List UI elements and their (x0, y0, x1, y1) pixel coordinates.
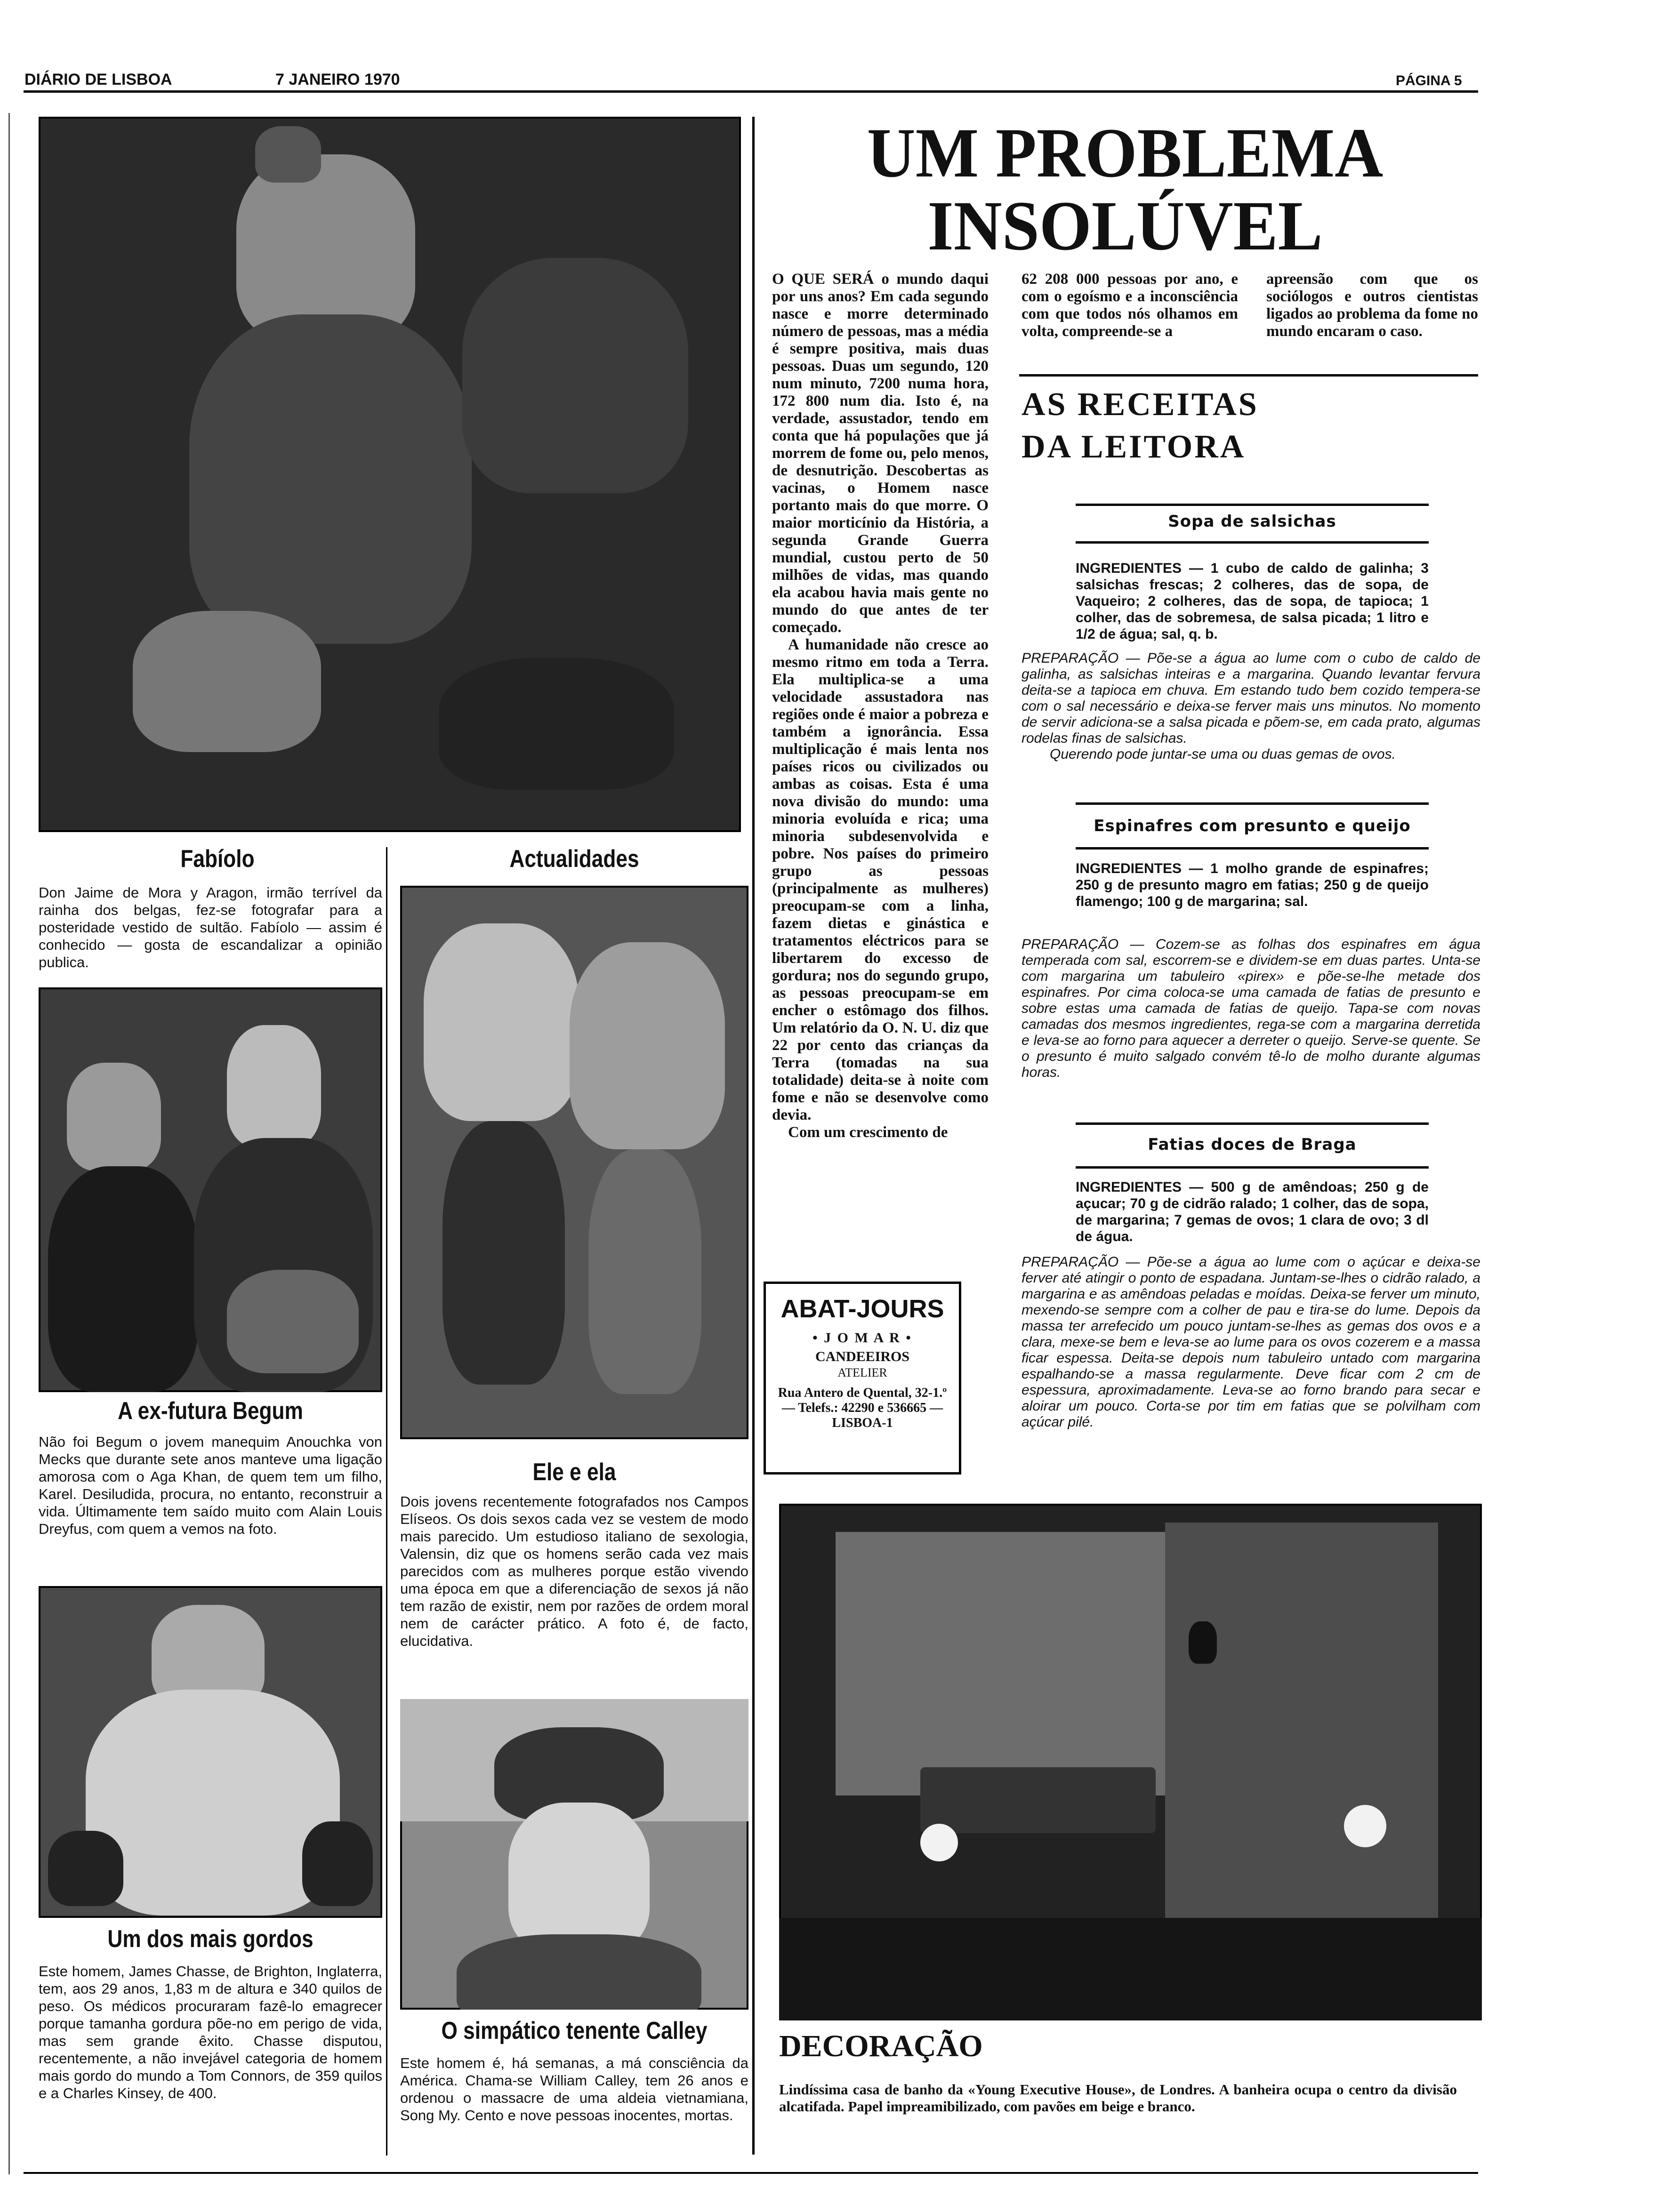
decoracao-photo (779, 1504, 1482, 2020)
gordos-text: Este homem, James Chasse, de Brighton, Inglaterra, tem, aos 29 anos, 1,83 m de altura e 340 quilos de peso. Os médicos procuraram fazê-lo emagrecer porque tamanha gordura põe-no em perigo de vida, mas sem grande êxito. Chasse disputou, recentemente, a não invejável categoria de homem mais gordo do mundo a Tom Connors, de 359 quilos e a Charles Kinsey, de 400. (39, 1963, 382, 2101)
calley-photo (400, 1699, 748, 2010)
ad-maker: • J O M A R • (812, 1330, 912, 1346)
recipe1-ingredients: INGREDIENTES — 1 cubo de caldo de galinha; 3 salsichas frescas; 2 colheres, das de sopa, de Vaqueiro; 2 colheres, das de sopa, de tapioca; 1 colher, das de sobremesa, de salsa picada; 1 litro e 1/2 de água; sal, q. b. (1076, 561, 1429, 642)
recipe1-preparation (1022, 650, 1480, 762)
ad-product: CANDEEIROS (815, 1349, 910, 1364)
recipe3-rule-bottom (1076, 1166, 1429, 1169)
calley-title: O simpático tenente Calley (441, 2017, 708, 2044)
problema-par1: O QUE SERÁ o mundo daqui por uns anos? Em cada segundo nasce e morre determinado número de pessoas, mas a média é sempre positiva, mais duas pessoas. Duas um segundo, 120 num minuto, 7200 numa hora, 172 800 num dia. Isto é, na verdade, assustador, tendo em conta que há populações que já morrem de fome ou, pelo menos, de desnutrição. Descobertas as vacinas, o Homem nasce portanto mais do que morre. O maior morticínio da História, a segunda Grande Guerra mundial, custou perto de 50 milhões de vidas, mas quando ela acabou havia mais gente no mundo do que antes de ter começado. (772, 271, 989, 636)
header-rule (24, 90, 1478, 93)
recipe2-preparation: PREPARAÇÃO — Cozem-se as folhas dos espinafres em água temperada com sal, escorrem-se e dividem-se em duas partes. Unta-se com margarina um tabuleiro «pirex» e põe-se-lhe metade dos espinafres. Por cima coloca-se uma camada de fatias de presunto e sobre estas uma camada de fatias de queijo. Tapa-se com novas camadas dos mesmos ingredientes, rega-se com a margarina derretida e leva-se ao forno para aquecer a derreter o queijo. Serve-se quente. Se o presunto é muito salgado convém tê-lo de molho durante algumas horas. (1022, 937, 1480, 1080)
problema-par3: Com um crescimento de (788, 1124, 948, 1141)
fabiolo-text: Don Jaime de Mora y Aragon, irmão terrível da rainha dos belgas, fez-se fotografar para a posteridade vestido de sultão. Fabíolo — assim é conhecido — gosta de escandalizar a opinião publica. (39, 884, 382, 970)
fabiolo-photo (39, 117, 741, 832)
ele-ela-text: Dois jovens recentemente fotografados nos Campos Elíseos. Os dois sexos cada vez se vestem de modo mais parecido. Um estudioso italiano de sexologia, Valensin, diz que os homens serão cada vez mais parecidos com as mulheres porque estão vivendo uma época em que a diferenciação de sexos já não tem razão de existir, nem por razões de ordem moral nem de carácter prático. A foto é, de facto, elucidativa. (400, 1493, 748, 1649)
ad-brand: ABAT-JOURS (780, 1295, 944, 1323)
column-divider-left (386, 847, 387, 2156)
ad-abat-jours (764, 1282, 961, 1475)
begum-text: Não foi Begum o jovem manequim Anouchka von Mecks que durante sete anos manteve uma ligação amorosa com o Aga Khan, de quem tem um filho, Karel. Desiludida, procura, no entanto, reconstruir a vida. Últimamente tem saído muito com Alain Louis Dreyfus, com quem a vemos na foto. (39, 1434, 382, 1537)
masthead-name: DIÁRIO DE LISBOA (24, 71, 172, 88)
decoracao-title: DECORAÇÃO (779, 2029, 983, 2063)
receitas-headline-1: AS RECEITAS (1022, 386, 1259, 423)
problema-headline-2: INSOLÚVEL (927, 187, 1323, 265)
recipe2-rule-bottom (1076, 847, 1429, 850)
begum-photo (39, 987, 382, 1392)
problema-par2: A humanidade não cresce ao mesmo ritmo em toda a Terra. Ela multiplica-se a uma velocidade assustadora nas regiões onde é maior a pobreza e também a ignorância. Essa multiplicação é mais lenta nos países ricos ou civilizados ou ambas as coisas. Esta é uma nova divisão do mundo: uma minoria evoluída e rica; uma minoria subdesenvolvida e pobre. Nos países do primeiro grupo as pessoas (principalmente as mulheres) preocupam-se com a linha, fazem dietas e ginástica e tratamentos eléctricos para se libertarem do excesso de gordura; nos do segundo grupo, as pessoas preocupam-se em encher o estômago dos filhos. Um relatório da O. N. U. diz que 22 por cento das crianças da Terra (tomadas na sua totalidade) deita-se à noite com fome e não se desenvolve como devia. (772, 636, 989, 1123)
recipe3-title: Fatias doces de Braga (1148, 1135, 1357, 1154)
fabiolo-title: Fabíolo (180, 845, 255, 873)
decoracao-text: Lindíssima casa de banho da «Young Executive House», de Londres. A banheira ocupa o centro da divisão alcatifada. Papel impreamibilizado, com pavões em beige e branco. (779, 2081, 1457, 2115)
ad-atelier: ATELIER (837, 1366, 887, 1379)
actualidades-title: Actualidades (509, 845, 639, 873)
gordos-title: Um dos mais gordos (107, 1925, 314, 1953)
recipe3-ingredients: INGREDIENTES — 500 g de amêndoas; 250 g de açucar; 70 g de cidrão ralado; 1 colher, das de sopa, de margarina; 7 gemas de ovos; 1 clara de ovo; 3 dl de água. (1076, 1179, 1429, 1244)
problema-col2: 62 208 000 pessoas por ano, e com o egoísmo e a inconsciência com que todos nós olhamos em volta, compreende-se a (1022, 271, 1238, 340)
receitas-headline-2: DA LEITORA (1022, 429, 1246, 465)
recipe1-prep-text: PREPARAÇÃO — Põe-se a água ao lume com o cubo de caldo de galinha, as salsichas inteiras e a margarina. Quando levantar fervura deita-se a tapioca em chuva. Em estando tudo bem cozido tempera-se com o sal necessário e deixa-se ferver mais uns minutos. No momento de servir adiciona-se a salsa picada e põem-se, em cada prato, algumas rodelas finas de salsichas. (1022, 650, 1480, 746)
ad-address: Rua Antero de Quental, 32-1.º — Telefs.: 42290 e 536665 — LISBOA-1 (778, 1386, 947, 1430)
problema-rule (1019, 374, 1478, 377)
problema-headline-1: UM PROBLEMA (867, 114, 1384, 192)
recipe3-rule-top (1076, 1122, 1429, 1125)
page-number: PÁGINA 5 (1396, 73, 1462, 88)
recipe1-prep-note: Querendo pode juntar-se uma ou duas gemas de ovos. (1050, 746, 1396, 762)
ele-ela-title: Ele e ela (532, 1459, 616, 1486)
calley-text: Este homem é, há semanas, a má consciência da América. Chama-se William Calley, tem 26 anos e ordenou o massacre de uma aldeia vietnamiana, Song My. Cento e nove pessoas inocentes, mortas. (400, 2055, 748, 2124)
column-divider-main (752, 117, 755, 2155)
recipe2-rule-top (1076, 802, 1429, 805)
recipe1-title: Sopa de salsichas (1168, 512, 1336, 531)
recipe2-title: Espinafres com presunto e queijo (1094, 817, 1411, 835)
recipe2-ingredients: INGREDIENTES — 1 molho grande de espinafres; 250 g de presunto magro em fatias; 250 g de queijo flamengo; 100 g de margarina; sal. (1076, 861, 1429, 909)
problema-col1 (772, 271, 989, 1141)
recipe3-preparation: PREPARAÇÃO — Põe-se a água ao lume com o açúcar e deixa-se ferver até atingir o ponto de espadana. Juntam-se-lhes o cidrão ralado, a margarina e as amêndoas peladas e moídas. Deixa-se ferver um minuto, mexendo-se sempre com a colher de pau e tira-se do lume. Depois da massa ter arrefecido um pouco juntam-se-lhes as gemas dos ovos e a clara, mexe-se bem e leva-se ao lume para os ovos cozerem e a massa ficar espessa. Deita-se depois num tabuleiro untado com margarina espalhando-se a massa regularmente. Deve ficar com 2 cm de espessura, aproximadamente. Leva-se ao forno brando para secar e aloirar um pouco. Corta-se por tim em fatias que se polvilham com açúcar pilé. (1022, 1254, 1480, 1430)
issue-date: 7 JANEIRO 1970 (275, 71, 400, 88)
ele-ela-photo (400, 886, 748, 1439)
gordos-photo (39, 1586, 382, 1918)
recipe1-rule-bottom (1076, 541, 1429, 544)
footer-rule (24, 2172, 1478, 2174)
margin-rule (8, 113, 10, 2174)
begum-title: A ex-futura Begum (118, 1397, 303, 1425)
recipe1-rule-top (1076, 504, 1429, 506)
problema-col3: apreensão com que os sociólogos e outros cientistas ligados ao problema da fome no mundo encaram o caso. (1266, 271, 1478, 340)
